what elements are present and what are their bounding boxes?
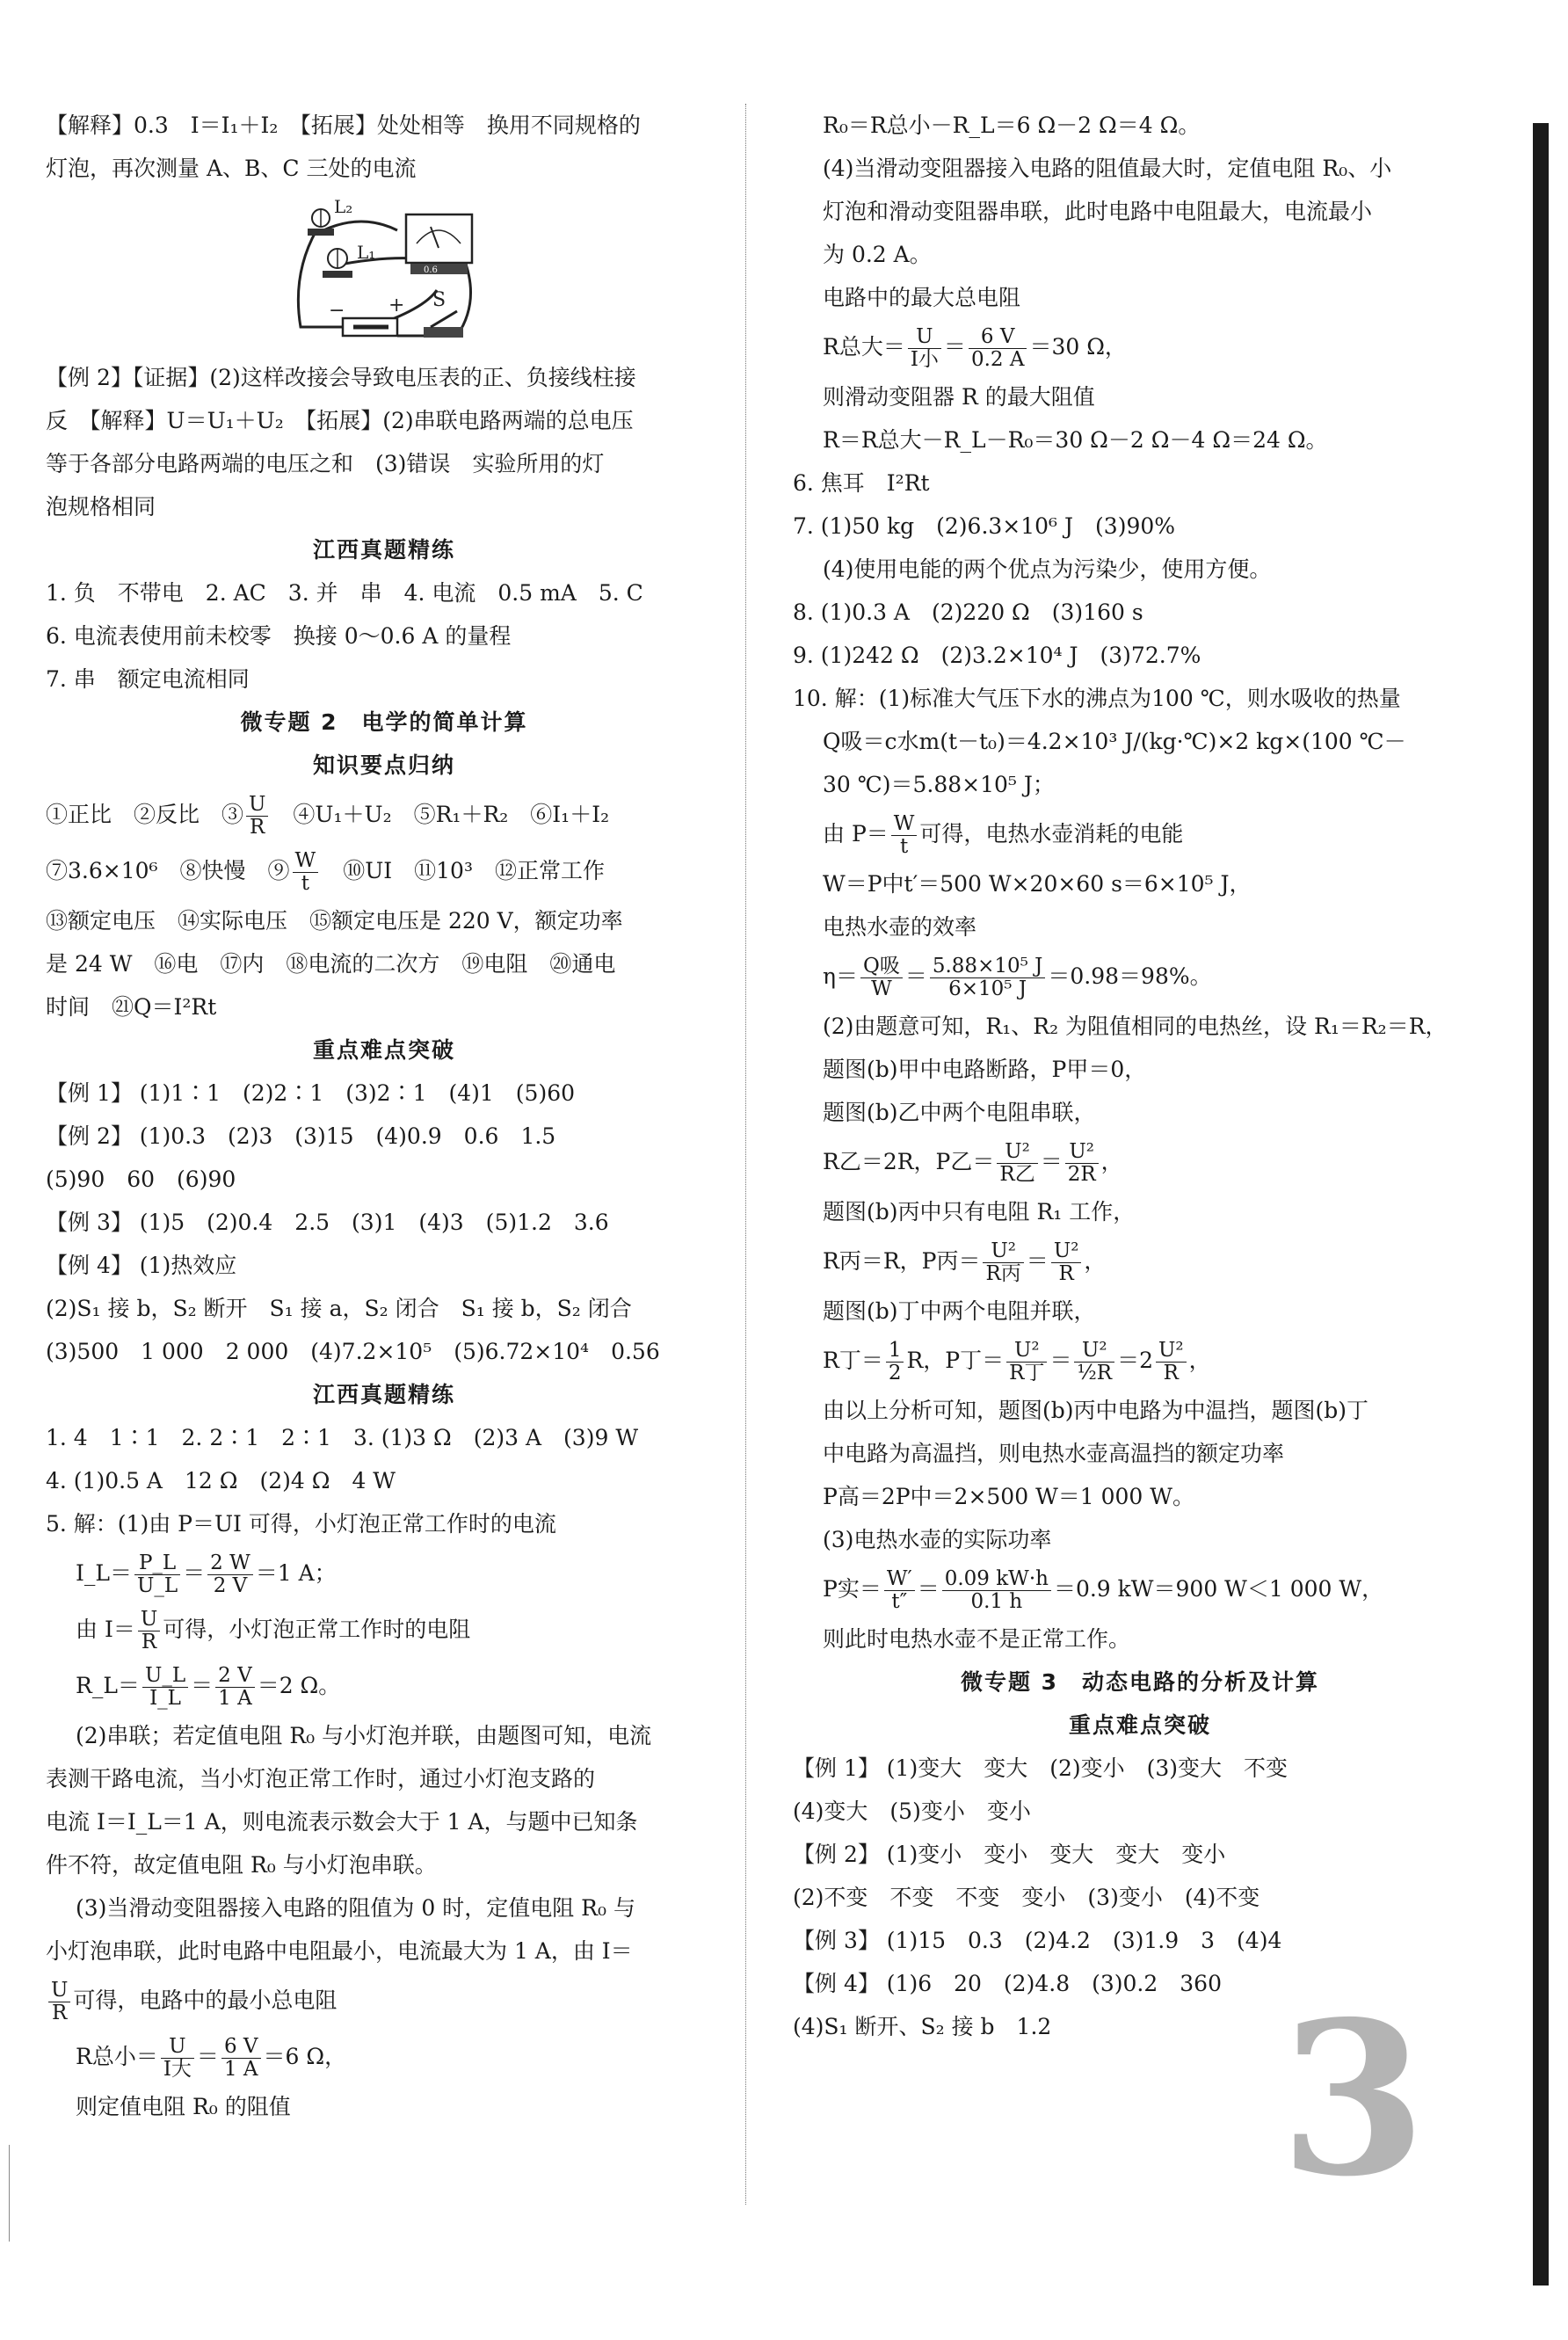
example-2-line-4: 泡规格相同 xyxy=(46,494,156,520)
example-2-line-3: 等于各部分电路两端的电压之和 (3)错误 实验所用的灯 xyxy=(46,451,605,476)
numerator: 2 W xyxy=(207,1552,253,1575)
denominator: I_L xyxy=(149,1687,181,1710)
knowledge-line xyxy=(46,843,722,899)
explain-line: 【解释】0.3 I＝I₁＋I₂ 【拓展】处处相等 换用不同规格的 xyxy=(46,113,641,138)
example-line: (4)S₁ 断开、S₂ 接 b 1.2 xyxy=(793,2014,1052,2039)
text: ， xyxy=(1188,1348,1211,1373)
fraction xyxy=(246,794,268,839)
solution-line: 题图(b)丙中只有电阻 R₁ 工作， xyxy=(823,1199,1136,1225)
text: ＝ xyxy=(1026,1248,1049,1274)
example-2-line-2: 反 【解释】U＝U₁＋U₂ 【拓展】(2)串联电路两端的总电压 xyxy=(46,408,634,433)
example-line: 【例 1】 (1)变大 变大 (2)变小 (3)变大 不变 xyxy=(793,1755,1289,1781)
switch-icon xyxy=(424,311,463,338)
text: R乙＝2R，P乙＝ xyxy=(823,1149,995,1174)
solution-line: 为 0.2 A。 xyxy=(823,242,932,267)
knowledge-line xyxy=(46,787,722,843)
fraction xyxy=(221,2036,261,2082)
text: ＝ xyxy=(1040,1149,1063,1174)
denominator: R丙 xyxy=(985,1262,1021,1285)
answer-line: 4. (1)0.5 A 12 Ω (2)4 Ω 4 W xyxy=(46,1468,396,1493)
section-heading: 江西真题精练 xyxy=(312,1382,455,1407)
answer-line: 1. 4 1∶1 2. 2∶1 2∶1 3. (1)3 Ω (2)3 A (3)9 W xyxy=(46,1425,639,1450)
numerator: U xyxy=(48,1980,70,2002)
fraction xyxy=(293,850,319,896)
column-divider xyxy=(745,104,746,2205)
ammeter-scale: 0.6 xyxy=(424,265,438,275)
numerator: 0.09 kW·h xyxy=(942,1568,1051,1591)
numerator: U xyxy=(161,2036,194,2059)
numerator: P_L xyxy=(134,1552,180,1575)
subsection-heading: 重点难点突破 xyxy=(312,1037,455,1063)
text: ＝0.98＝98%。 xyxy=(1048,963,1212,989)
fraction xyxy=(997,1141,1037,1187)
answer-line: 6. 焦耳 I²Rt xyxy=(793,470,930,496)
solution-line: 小灯泡串联，此时电路中电阻最小，电流最大为 1 A，由 I＝ xyxy=(46,1938,633,1964)
answer-line: 1. 负 不带电 2. AC 3. 并 串 4. 电流 0.5 mA 5. C xyxy=(46,580,643,606)
numerator: U xyxy=(138,1609,160,1631)
numerator: U_L xyxy=(142,1665,188,1688)
fraction xyxy=(891,813,918,859)
circuit-diagram xyxy=(283,195,485,349)
numerator: 5.88×10⁵ J xyxy=(930,956,1046,978)
numerator: W xyxy=(293,850,319,873)
fraction xyxy=(215,1665,255,1711)
solution-line: 由以上分析可知，题图(b)丙中电路为中温挡，题图(b)丁 xyxy=(823,1398,1369,1423)
formula-line xyxy=(793,1333,1487,1389)
solution-line: 表测干路电流，当小灯泡正常工作时，通过小灯泡支路的 xyxy=(46,1766,596,1791)
text: ＝2 xyxy=(1117,1348,1153,1373)
solution-line: P高＝2P中＝2×500 W＝1 000 W。 xyxy=(823,1484,1194,1509)
denominator: 2 xyxy=(888,1362,902,1384)
numerator: U² xyxy=(1074,1340,1114,1363)
solution-line: 则滑动变阻器 R 的最大阻值 xyxy=(823,384,1095,410)
example-line: (5)90 60 (6)90 xyxy=(46,1166,236,1192)
denominator: R xyxy=(1163,1362,1179,1384)
solution-line: W＝P中t′＝500 W×20×60 s＝6×10⁵ J， xyxy=(823,871,1252,897)
numerator: U² xyxy=(1006,1340,1047,1363)
solution-line: 则此时电热水壶不是正常工作。 xyxy=(823,1626,1131,1652)
fraction xyxy=(138,1609,160,1654)
numerator: U xyxy=(246,794,268,817)
text: ， xyxy=(1084,1248,1107,1274)
numerator: 6 V xyxy=(221,2036,261,2059)
text: R总大＝ xyxy=(823,334,905,360)
text: ， xyxy=(1100,1149,1123,1174)
fraction xyxy=(48,1980,70,2025)
text: ④U₁＋U₂ ⑤R₁＋R₂ ⑥I₁＋I₂ xyxy=(293,802,610,827)
solution-line: 题图(b)甲中电路断路，P甲＝0， xyxy=(823,1057,1147,1082)
example-line: 【例 4】 (1)热效应 xyxy=(46,1253,237,1278)
text: ＝30 Ω， xyxy=(1029,334,1127,360)
text: I_L＝ xyxy=(76,1560,132,1586)
text: R丁＝ xyxy=(823,1348,883,1373)
denominator: 2R xyxy=(1067,1163,1096,1186)
denominator: t″ xyxy=(891,1590,908,1613)
text: ＝ xyxy=(183,1560,206,1586)
answer-line: 9. (1)242 Ω (2)3.2×10⁴ J (3)72.7% xyxy=(793,643,1201,668)
numerator: U² xyxy=(1051,1240,1082,1263)
numerator: U² xyxy=(1156,1340,1187,1363)
denominator: ½R xyxy=(1077,1362,1113,1384)
solution-line: 30 ℃)＝5.88×10⁵ J； xyxy=(823,772,1055,797)
text: R丙＝R，P丙＝ xyxy=(823,1248,981,1274)
right-column xyxy=(793,104,1487,2048)
formula-line xyxy=(793,319,1487,375)
solution-line: R＝R总大－R_L－R₀＝30 Ω－2 Ω－4 Ω＝24 Ω。 xyxy=(823,427,1328,453)
denominator: R丁 xyxy=(1009,1362,1045,1384)
knowledge-line: 是 24 W ⑯电 ⑰内 ⑱电流的二次方 ⑲电阻 ⑳通电 xyxy=(46,951,616,977)
solution-line: (3)电热水壶的实际功率 xyxy=(823,1527,1052,1552)
solution-line: 电热水壶的效率 xyxy=(823,914,977,940)
denominator: R xyxy=(52,2002,68,2024)
example-line: 【例 3】 (1)5 (2)0.4 2.5 (3)1 (4)3 (5)1.2 3.6 xyxy=(46,1210,609,1235)
topic-heading: 微专题 2 电学的简单计算 xyxy=(240,709,528,735)
answer-line: 7. 串 额定电流相同 xyxy=(46,666,250,692)
text: 由 P＝ xyxy=(823,821,889,847)
solution-line: (4)当滑动变阻器接入电路的阻值最大时，定值电阻 R₀、小 xyxy=(823,156,1392,181)
fraction xyxy=(908,326,941,372)
answer-line: 7. (1)50 kg (2)6.3×10⁶ J (3)90% xyxy=(793,513,1176,539)
denominator: 1 A xyxy=(218,1687,252,1710)
text: P实＝ xyxy=(823,1576,882,1602)
solution-line: (2)由题意可知，R₁、R₂ 为阻值相同的电热丝，设 R₁＝R₂＝R， xyxy=(823,1014,1448,1039)
label-l2: L₂ xyxy=(334,196,353,217)
fraction xyxy=(969,326,1027,372)
solution-line: 电路中的最大总电阻 xyxy=(823,285,1021,310)
numerator: 1 xyxy=(886,1340,904,1363)
solution-line: 电流 I＝I_L＝1 A，则电流表示数会大于 1 A，与题中已知条 xyxy=(46,1809,638,1835)
knowledge-line: ⑬额定电压 ⑭实际电压 ⑮额定电压是 220 V，额定功率 xyxy=(46,908,623,934)
formula-line xyxy=(46,1658,722,1714)
example-line: 【例 2】 (1)0.3 (2)3 (3)15 (4)0.9 0.6 1.5 xyxy=(46,1123,556,1149)
formula-line xyxy=(793,948,1487,1005)
numerator: U² xyxy=(983,1240,1023,1263)
fraction xyxy=(930,956,1046,1001)
denominator: U_L xyxy=(136,1574,178,1597)
subsection-heading: 知识要点归纳 xyxy=(312,752,455,778)
example-line: 【例 2】 (1)变小 变小 变大 变大 变小 xyxy=(793,1842,1226,1867)
example-line: 【例 1】 (1)1∶1 (2)2∶1 (3)2∶1 (4)1 (5)60 xyxy=(46,1080,576,1106)
solution-line: 题图(b)乙中两个电阻串联， xyxy=(823,1100,1096,1125)
text: R，P丁＝ xyxy=(906,1348,1005,1373)
section-heading: 江西真题精练 xyxy=(312,537,455,563)
solution-line: Q吸＝c水m(t－t₀)＝4.2×10³ J/(kg·℃)×2 kg×(100 ℃－ xyxy=(823,729,1406,754)
text: ＝2 Ω。 xyxy=(257,1673,341,1698)
answer-line: 8. (1)0.3 A (2)220 Ω (3)160 s xyxy=(793,600,1143,625)
topic-heading: 微专题 3 动态电路的分析及计算 xyxy=(960,1669,1320,1695)
numerator: 6 V xyxy=(969,326,1027,349)
example-line: (4)变大 (5)变小 变小 xyxy=(793,1799,1031,1824)
denominator: W xyxy=(871,977,892,1000)
denominator: R xyxy=(141,1631,157,1653)
numerator: W xyxy=(891,813,918,836)
page-edge-mark xyxy=(9,2145,10,2242)
knowledge-line: 时间 ㉑Q＝I²Rt xyxy=(46,994,217,1020)
fraction xyxy=(1051,1240,1082,1286)
text: ＝ xyxy=(1049,1348,1072,1373)
denominator: I大 xyxy=(163,2058,192,2081)
solution-line: (2)串联；若定值电阻 R₀ 与小灯泡并联，由题图可知，电流 xyxy=(76,1723,652,1748)
denominator: R乙 xyxy=(999,1163,1035,1186)
solution-line: R₀＝R总小－R_L＝6 Ω－2 Ω＝4 Ω。 xyxy=(823,113,1201,138)
text: ＝6 Ω， xyxy=(263,2044,347,2069)
numerator: 2 V xyxy=(215,1665,255,1688)
battery-icon xyxy=(343,318,397,336)
denominator: t xyxy=(301,872,309,895)
text: ＝1 A； xyxy=(255,1560,337,1586)
fraction xyxy=(142,1665,188,1711)
switch-label: S xyxy=(432,289,446,311)
solution-line: (3)当滑动变阻器接入电路的阻值为 0 时，定值电阻 R₀ 与 xyxy=(76,1895,635,1921)
numerator: U xyxy=(908,326,941,349)
fraction xyxy=(134,1552,180,1598)
fraction xyxy=(207,1552,253,1598)
solution-line: 件不符，故定值电阻 R₀ 与小灯泡串联。 xyxy=(46,1852,437,1878)
formula-line xyxy=(46,1602,722,1658)
formula-line xyxy=(46,1545,722,1602)
denominator: I小 xyxy=(910,348,939,371)
fraction xyxy=(942,1568,1051,1614)
text: 可得，电路中的最小总电阻 xyxy=(73,1988,338,2013)
fraction xyxy=(1065,1141,1099,1187)
formula-line xyxy=(793,806,1487,862)
binding-edge-bar xyxy=(1533,123,1549,2285)
example-line: (2)不变 不变 不变 变小 (3)变小 (4)不变 xyxy=(793,1885,1260,1910)
answer-line: 6. 电流表使用前未校零 换接 0～0.6 A 的量程 xyxy=(46,623,512,649)
fraction xyxy=(1156,1340,1187,1385)
numerator: Q吸 xyxy=(860,956,903,978)
denominator: 1 A xyxy=(223,2058,258,2081)
solution-line: 中电路为高温挡，则电热水壶高温挡的额定功率 xyxy=(823,1441,1285,1466)
battery-minus: − xyxy=(329,300,345,322)
denominator: R xyxy=(250,816,265,839)
text: ＝ xyxy=(943,334,966,360)
text: ①正比 ②反比 ③ xyxy=(46,802,244,827)
text: ⑦3.6×10⁶ ⑧快慢 ⑨ xyxy=(46,858,290,883)
answer-line: 10. 解：(1)标准大气压下水的沸点为100 ℃，则水吸收的热量 xyxy=(793,686,1401,711)
example-line: (2)S₁ 接 b，S₂ 断开 S₁ 接 a，S₂ 闭合 S₁ 接 b，S₂ 闭合 xyxy=(46,1296,632,1321)
fraction xyxy=(860,956,903,1001)
fraction xyxy=(1074,1340,1114,1385)
text: η＝ xyxy=(823,963,858,989)
ammeter-icon xyxy=(406,214,472,274)
left-column xyxy=(46,104,722,2128)
fraction xyxy=(1006,1340,1047,1385)
denominator: R xyxy=(1058,1262,1074,1285)
text: 可得，小灯泡正常工作时的电阻 xyxy=(163,1617,471,1642)
denominator: 6×10⁵ J xyxy=(948,977,1027,1000)
formula-line xyxy=(793,1233,1487,1290)
text: R_L＝ xyxy=(76,1673,140,1698)
formula-line xyxy=(793,1561,1487,1617)
solution-line: 则定值电阻 R₀ 的阻值 xyxy=(76,2094,291,2119)
text: ＝0.9 kW＝900 W＜1 000 W， xyxy=(1053,1576,1384,1602)
explain-line-2: 灯泡，再次测量 A、B、C 三处的电流 xyxy=(46,156,417,181)
page-number-mark: 3 xyxy=(1280,1975,1426,2223)
formula-line xyxy=(46,1973,722,2029)
denominator: 2 V xyxy=(213,1574,248,1597)
solution-line: 灯泡和滑动变阻器串联，此时电路中电阻最大，电流最小 xyxy=(823,199,1373,224)
denominator: t xyxy=(899,835,909,858)
example-line: 【例 4】 (1)6 20 (2)4.8 (3)0.2 360 xyxy=(793,1971,1222,1996)
fraction xyxy=(884,1568,915,1614)
text: 可得，电热水壶消耗的电能 xyxy=(919,821,1184,847)
answer-line: 5. 解：(1)由 P＝UI 可得，小灯泡正常工作时的电流 xyxy=(46,1511,556,1537)
fraction xyxy=(161,2036,194,2082)
solution-line: 题图(b)丁中两个电阻并联， xyxy=(823,1298,1096,1324)
subsection-heading: 重点难点突破 xyxy=(1068,1712,1211,1738)
text: ＝ xyxy=(917,1576,940,1602)
numerator: U² xyxy=(1065,1141,1099,1164)
fraction xyxy=(886,1340,904,1385)
text: 由 I＝ xyxy=(76,1617,135,1642)
battery-plus: + xyxy=(388,294,405,316)
example-2-line: 【例 2】【证据】(2)这样改接会导致电压表的正、负接线柱接 xyxy=(46,365,636,390)
example-line: (3)500 1 000 2 000 (4)7.2×10⁵ (5)6.72×10⁴ 0.56 xyxy=(46,1339,660,1364)
example-line: 【例 3】 (1)15 0.3 (2)4.2 (3)1.9 3 (4)4 xyxy=(793,1928,1282,1953)
formula-line xyxy=(793,1134,1487,1190)
text: ＝ xyxy=(191,1673,214,1698)
denominator: 0.1 h xyxy=(970,1590,1023,1613)
answer-line: (4)使用电能的两个优点为污染少，使用方便。 xyxy=(823,556,1272,582)
text: R总小＝ xyxy=(76,2044,158,2069)
label-l1: L₁ xyxy=(357,242,376,263)
text: ＝ xyxy=(904,963,927,989)
text: ⑩UI ⑪10³ ⑫正常工作 xyxy=(343,858,605,883)
numerator: W′ xyxy=(884,1568,915,1591)
fraction xyxy=(983,1240,1023,1286)
numerator: U² xyxy=(997,1141,1037,1164)
text: ＝ xyxy=(196,2044,219,2069)
denominator: 0.2 A xyxy=(970,348,1025,371)
formula-line xyxy=(46,2029,722,2085)
bulb-l2-icon xyxy=(308,209,334,236)
